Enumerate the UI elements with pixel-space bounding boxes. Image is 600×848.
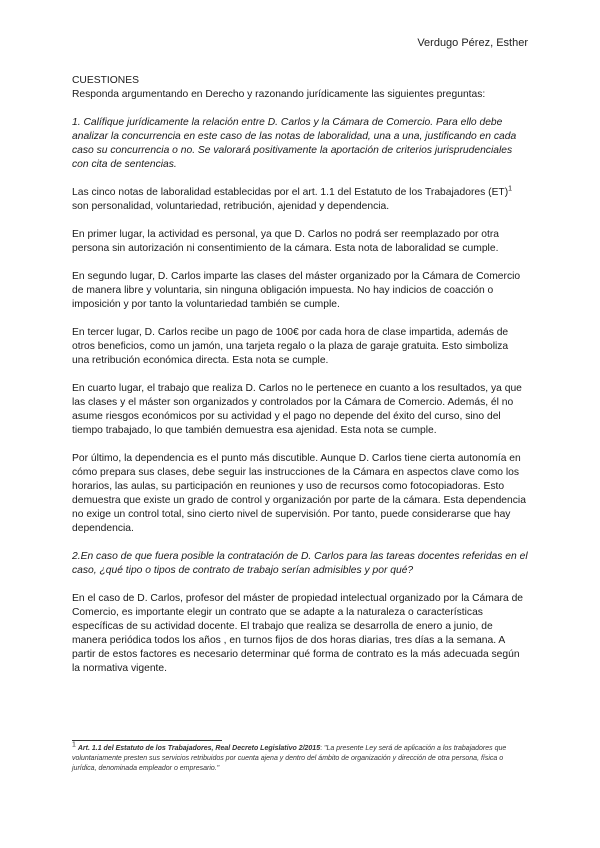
answer-1-intro-text-end: son personalidad, voluntariedad, retribución, ajenidad y dependencia. (72, 201, 390, 212)
answer-1-paragraph-ajenidad: En cuarto lugar, el trabajo que realiza D. Carlos no le pertenece en cuanto a los resultados, ya que las clases y el máster son organizados y controlados por la Cámara de Comercio. Además, él no asume riesgos económicos por su actividad y el pago no depende del éxito del curso, sino del tiempo trabajado, lo que también demuestra esa ajenidad. Esta nota se cumple. (72, 383, 522, 436)
footnote-quote: "La presente Ley será de aplicación a los trabajadores que voluntariamente presten sus servicios retribuidos por cuenta ajena y dentro del ámbito de organización y dirección de otra persona, física o jurídica, denominada empleador o empresario." (72, 745, 507, 772)
question-2: 2.En caso de que fuera posible la contratación de D. Carlos para las tareas docentes referidas en el caso, ¿qué tipo o tipos de contrato de trabajo serían admisibles y por qué? (72, 551, 528, 576)
section-instruction: Responda argumentando en Derecho y razonando jurídicamente las siguientes preguntas: (72, 89, 486, 100)
footnote-divider (72, 740, 222, 741)
answer-1-paragraph-dependency: Por último, la dependencia es el punto más discutible. Aunque D. Carlos tiene cierta autonomía en cómo prepara sus clases, debe seguir las instrucciones de la Cámara en aspectos clave como los horarios, las aulas, su participación en reuniones y uso de recursos como fotocopiadoras. Esto demuestra que existe un grado de control y organización por parte de la cámara. Esta dependencia no exige un control total, sino cierto nivel de supervisión. Por tanto, puede considerarse que hay dependencia. (72, 453, 526, 534)
section-title: CUESTIONES (72, 75, 139, 86)
question-1: 1. Calífique jurídicamente la relación entre D. Carlos y la Cámara de Comercio. Para ello debe analizar la concurrencia en este caso de las notas de laboralidad, una a una, justificando en cada caso su concurrencia o no. Se valorará positivamente la aportación de criterios jurisprudenciales con cita de sentencias. (72, 117, 517, 170)
footnote-number: 1 (72, 741, 76, 749)
answer-1-paragraph-retribution: En tercer lugar, D. Carlos recibe un pago de 100€ por cada hora de clase impartida, además de otros beneficios, como un jamón, una tarjeta regalo o la plaza de garaje gratuita. Esto simboliza una retribución económica directa. Esta nota se cumple. (72, 327, 509, 366)
footnote-separator: : (320, 745, 324, 752)
footnote-reference[interactable]: 1 (508, 185, 513, 193)
answer-1-paragraph-personal: En primer lugar, la actividad es personal, ya que D. Carlos no podrá ser reemplazado por otra persona sin autorización ni consentimiento de la cámara. Esta nota de laboralidad se cumple. (72, 229, 499, 254)
footnote-source: Art. 1.1 del Estatuto de los Trabajadores, Real Decreto Legislativo 2/2015 (77, 745, 321, 752)
answer-1-intro (72, 186, 528, 214)
answer-1-paragraph-voluntary: En segundo lugar, D. Carlos imparte las clases del máster organizado por la Cámara de Comercio de manera libre y voluntaria, sin ninguna obligación impuesta. No hay indicios de coacción o imposición y por tanto la voluntariedad también se cumple. (72, 271, 521, 310)
answer-2-paragraph: En el caso de D. Carlos, profesor del máster de propiedad intelectual organizado por la Cámara de Comercio, es importante elegir un contrato que se adapte a la naturaleza o características específicas de su actividad docente. El trabajo que realiza se desarrolla de enero a junio, de manera periódica todos los años , en turnos fijos de dos horas diarias, tres días a la semana. A partir de estos factores es necesario determinar qué forma de contrato es la más adecuada según la normativa vigente. (72, 593, 524, 674)
document-body (72, 74, 528, 676)
author-name: Verdugo Pérez, Esther (417, 37, 528, 49)
footnote (72, 741, 528, 774)
answer-1-intro-text: Las cinco notas de laboralidad establecidas por el art. 1.1 del Estatuto de los Trabajadores (ET) (72, 187, 509, 198)
